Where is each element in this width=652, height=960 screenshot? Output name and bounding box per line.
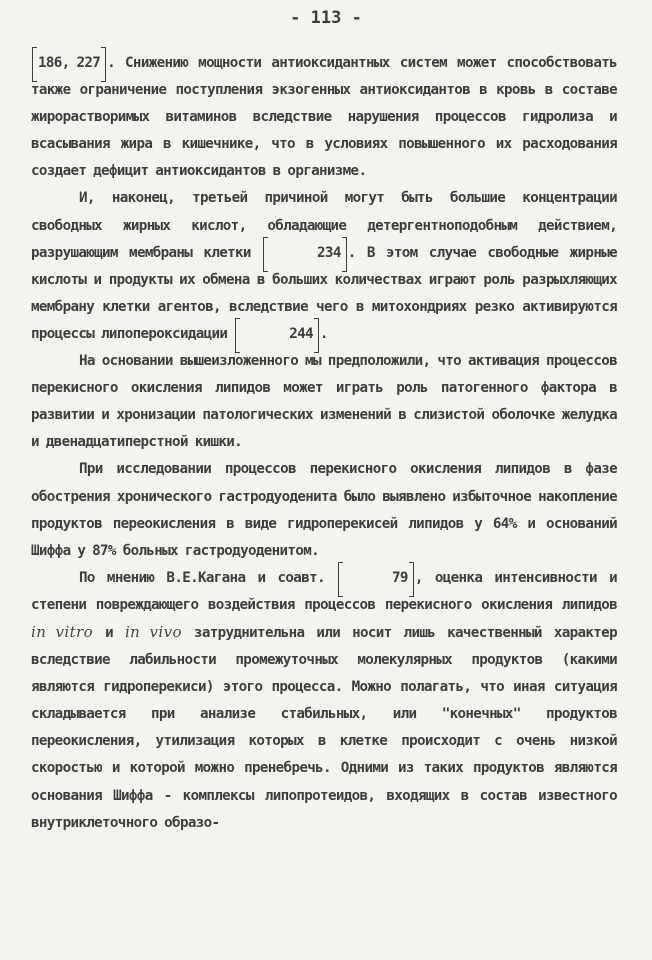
- paragraph-1: [31, 50, 617, 185]
- paragraph-text: затруднительна или носит лишь качественный характер вследствие лабильности промежуточных молекулярных продуктов (какими являются гидроперекиси) этого процесса. Можно полагать, что иная ситуация складывается при анализе стабильных, или "конечных" продуктов переокисления, утилизация которых в клетке происходит с очень низкой скоростью и которой можно пренебречь. Одними из таких продуктов являются основания Шиффа - комплексы липопротеидов, входящих в состав известного внутриклеточного образо-: [31, 624, 617, 831]
- page-number: - 113 -: [290, 8, 362, 28]
- citation-ref: 186, 227: [32, 50, 106, 77]
- paragraph-text: На основании вышеизложенного мы предположили, что активация процессов перекисного окисления липидов может играть роль патогенного фактора в развитии и хронизации патологических изменений в слизистой оболочке желудка и двенадцатиперстной кишки.: [31, 353, 617, 451]
- citation-ref: 79: [338, 565, 414, 592]
- citation-ref: 244: [235, 321, 319, 348]
- paragraph-text: и: [105, 624, 113, 641]
- paragraph-text: .: [319, 325, 328, 342]
- handwritten-latin-phrase: in vitro: [31, 622, 94, 641]
- paragraph-text: По мнению В.Е.Кагана и соавт.: [79, 569, 325, 586]
- paragraph-2: [31, 185, 617, 348]
- paragraph-text: И, наконец, третьей причиной могут быть большие концентрации свободных жирных кислот, обладающие детергентноподобным действием, разрушающим мембраны клетки: [31, 190, 617, 261]
- paragraph-text: При исследовании процессов перекисного окисления липидов в фазе обострения хронического гастродуоденита было выявлено избыточное накопление продуктов переокисления в виде гидроперекисей липидов у 64% и оснований Шиффа у 87% больных гастродуоденитом.: [31, 461, 617, 559]
- paragraph-5: [31, 565, 617, 837]
- paragraph-3: [31, 348, 617, 456]
- paragraph-text: . В этом случае свободные жирные кислоты и продукты их обмена в больших количествах играют роль разрыхляющих мембрану клетки агентов, вследствие чего в митохондриях резко активируются процессы липопероксидации: [31, 244, 617, 342]
- paragraph-text: . Снижению мощности антиоксидантных систем может способствовать также ограничение поступления экзогенных антиоксидантов в кровь в составе жирорастворимых витаминов вследствие нарушения процессов гидролиза и всасывания жира в кишечнике, что в условиях повышенного их расходования создает дефицит антиоксидантов в организме.: [31, 55, 617, 180]
- handwritten-latin-phrase: in vivo: [124, 622, 182, 641]
- document-body: [31, 50, 617, 837]
- paragraph-4: [31, 456, 617, 564]
- paragraph-text: , оценка интенсивности и степени повреждающего воздействия процессов перекисного окисления липидов: [31, 569, 617, 613]
- citation-ref: 234: [263, 240, 347, 267]
